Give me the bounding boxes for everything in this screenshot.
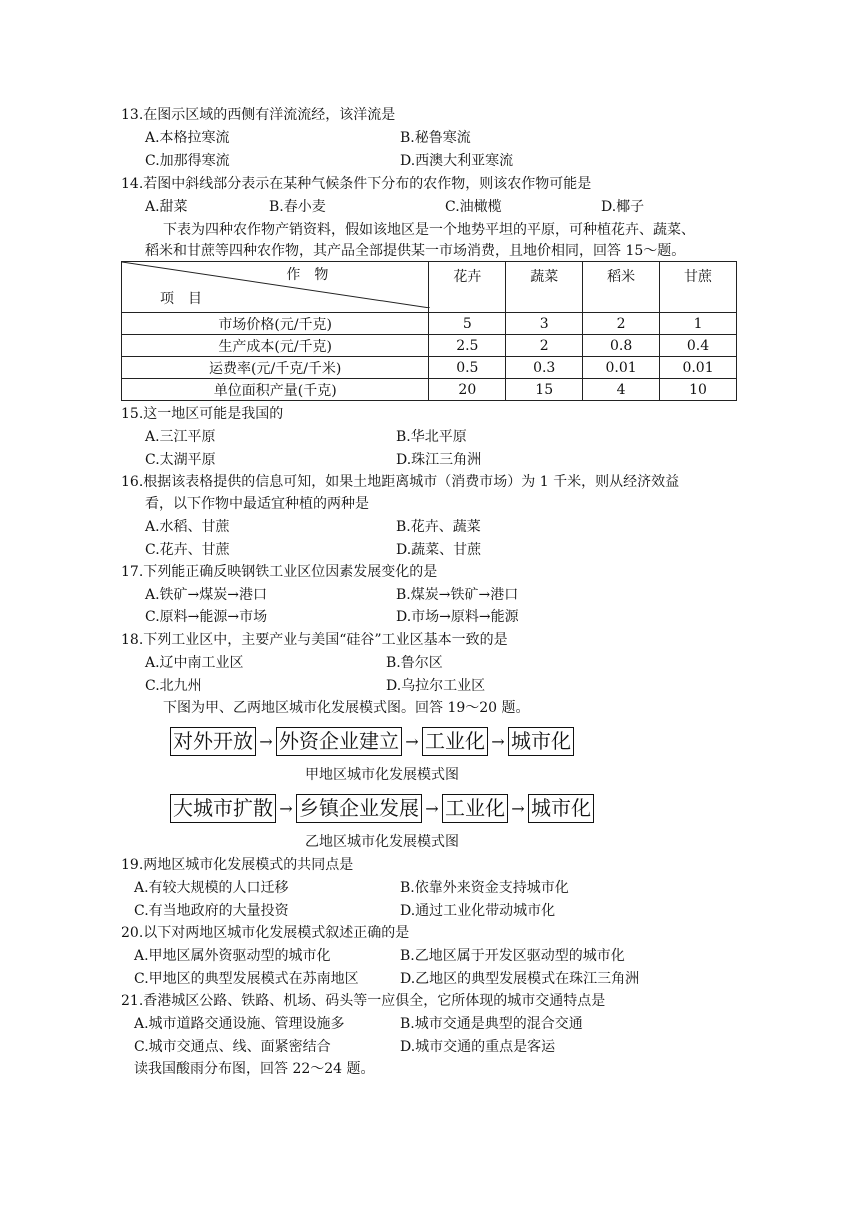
- intro-15-line-2: 稻米和甘蔗等四种农作物，其产品全部提供某一市场消费，且地价相同，回答 15～题。: [145, 243, 686, 259]
- table-cell: 20: [429, 379, 506, 401]
- table-corner-header: [122, 262, 429, 313]
- table-cell: 1: [660, 313, 737, 335]
- q15-option-b: B.华北平原: [396, 429, 467, 445]
- arrow-right-icon: →: [405, 732, 419, 751]
- row-label: 市场价格(元/千克): [122, 313, 429, 335]
- header-crop-label: 作 物: [286, 267, 329, 283]
- q18-option-d: D.乌拉尔工业区: [386, 678, 486, 694]
- q15-option-d: D.珠江三角洲: [396, 452, 482, 468]
- arrow-right-icon: →: [511, 799, 525, 818]
- q17-option-d: D.市场→原料→能源: [396, 609, 519, 625]
- q18-option-c: C.北九州: [145, 678, 202, 694]
- q16-option-a: A.水稻、甘蔗: [145, 519, 230, 535]
- flow-diagram-a: [170, 727, 574, 756]
- q17-option-a: A.铁矿→煤炭→港口: [145, 587, 268, 603]
- question-20-stem: 20.以下对两地区城市化发展模式叙述正确的是: [121, 925, 410, 941]
- question-16-stem-line-1: 16.根据该表格提供的信息可知，如果土地距离城市（消费市场）为 1 千米，则从经济效益: [121, 474, 680, 490]
- intro-15-line-1: 下表为四种农作物产销资料，假如该地区是一个地势平坦的平原，可种植花卉、蔬菜、: [163, 222, 695, 238]
- q20-option-a: A.甲地区属外资驱动型的城市化: [134, 948, 331, 964]
- header-item-label: 项 目: [160, 291, 202, 307]
- table-row: [122, 313, 737, 335]
- q14-option-a: A.甜菜: [145, 199, 188, 215]
- row-label: 运费率(元/千克/千米): [122, 357, 429, 379]
- column-header: 花卉: [429, 262, 506, 313]
- q19-option-a: A.有较大规模的人口迁移: [134, 880, 289, 896]
- crop-production-table: [121, 261, 737, 401]
- flow-b-step: 大城市扩散: [170, 794, 276, 823]
- column-header: 稻米: [583, 262, 660, 313]
- q17-option-c: C.原料→能源→市场: [145, 609, 268, 625]
- q19-option-c: C.有当地政府的大量投资: [134, 903, 289, 919]
- table-cell: 0.4: [660, 335, 737, 357]
- flow-b-caption: 乙地区城市化发展模式图: [305, 834, 459, 850]
- table-cell: 0.8: [583, 335, 660, 357]
- q13-option-a: A.本格拉寒流: [145, 130, 230, 146]
- question-17-stem: 17.下列能正确反映钢铁工业区位因素发展变化的是: [121, 564, 438, 580]
- table-cell: 0.01: [583, 357, 660, 379]
- table-cell: 2.5: [429, 335, 506, 357]
- table-cell: 4: [583, 379, 660, 401]
- flow-a-step: 城市化: [508, 727, 574, 756]
- column-header: 甘蔗: [660, 262, 737, 313]
- row-label: 生产成本(元/千克): [122, 335, 429, 357]
- flow-a-step: 工业化: [422, 727, 488, 756]
- flow-b-step: 乡镇企业发展: [296, 794, 422, 823]
- table-row: [122, 379, 737, 401]
- flow-a-caption: 甲地区城市化发展模式图: [305, 767, 459, 783]
- q18-option-a: A.辽中南工业区: [145, 655, 244, 671]
- q19-option-b: B.依靠外来资金支持城市化: [400, 880, 569, 896]
- arrow-right-icon: →: [491, 732, 505, 751]
- q13-option-d: D.西澳大利亚寒流: [400, 153, 514, 169]
- table-cell: 0.5: [429, 357, 506, 379]
- question-14-stem: 14.若图中斜线部分表示在某种气候条件下分布的农作物，则该农作物可能是: [121, 176, 592, 192]
- table-cell: 2: [506, 335, 583, 357]
- flow-a-step: 对外开放: [170, 727, 256, 756]
- table-cell: 3: [506, 313, 583, 335]
- intro-19: 下图为甲、乙两地区城市化发展模式图。回答 19～20 题。: [163, 700, 530, 716]
- table-cell: 0.3: [506, 357, 583, 379]
- table-header-row: [122, 262, 737, 313]
- flow-diagram-b: [170, 794, 594, 823]
- flow-b-step: 工业化: [442, 794, 508, 823]
- q16-option-b: B.花卉、蔬菜: [396, 519, 481, 535]
- q21-option-b: B.城市交通是典型的混合交通: [400, 1016, 583, 1032]
- arrow-right-icon: →: [279, 799, 293, 818]
- question-19-stem: 19.两地区城市化发展模式的共同点是: [121, 857, 354, 873]
- table-cell: 5: [429, 313, 506, 335]
- q15-option-a: A.三江平原: [145, 429, 216, 445]
- intro-22: 读我国酸雨分布图，回答 22～24 题。: [134, 1061, 375, 1077]
- table-cell: 2: [583, 313, 660, 335]
- q21-option-d: D.城市交通的重点是客运: [400, 1039, 556, 1055]
- table-cell: 10: [660, 379, 737, 401]
- q13-option-b: B.秘鲁寒流: [400, 130, 471, 146]
- q14-option-d: D.椰子: [601, 199, 645, 215]
- table-row: [122, 357, 737, 379]
- question-16-stem-line-2: 看，以下作物中最适宜种植的两种是: [145, 496, 369, 512]
- q19-option-d: D.通过工业化带动城市化: [400, 903, 556, 919]
- q18-option-b: B.鲁尔区: [386, 655, 443, 671]
- q16-option-d: D.蔬菜、甘蔗: [396, 542, 482, 558]
- table-cell: 15: [506, 379, 583, 401]
- question-15-stem: 15.这一地区可能是我国的: [121, 406, 284, 422]
- q14-option-b: B.春小麦: [269, 199, 326, 215]
- row-label: 单位面积产量(千克): [122, 379, 429, 401]
- table-row: [122, 335, 737, 357]
- arrow-right-icon: →: [425, 799, 439, 818]
- q20-option-d: D.乙地区的典型发展模式在珠江三角洲: [400, 971, 640, 987]
- q20-option-c: C.甲地区的典型发展模式在苏南地区: [134, 971, 359, 987]
- arrow-right-icon: →: [259, 732, 273, 751]
- q14-option-c: C.油橄榄: [445, 199, 502, 215]
- q16-option-c: C.花卉、甘蔗: [145, 542, 230, 558]
- column-header: 蔬菜: [506, 262, 583, 313]
- q20-option-b: B.乙地区属于开发区驱动型的城市化: [400, 948, 625, 964]
- q21-option-a: A.城市道路交通设施、管理设施多: [134, 1016, 345, 1032]
- q21-option-c: C.城市交通点、线、面紧密结合: [134, 1039, 331, 1055]
- table-cell: 0.01: [660, 357, 737, 379]
- q13-option-c: C.加那得寒流: [145, 153, 230, 169]
- q17-option-b: B.煤炭→铁矿→港口: [396, 587, 519, 603]
- question-18-stem: 18.下列工业区中，主要产业与美国“硅谷”工业区基本一致的是: [121, 632, 508, 648]
- question-13-stem: 13.在图示区域的西侧有洋流流经，该洋流是: [121, 107, 396, 123]
- flow-b-step: 城市化: [528, 794, 594, 823]
- flow-a-step: 外资企业建立: [276, 727, 402, 756]
- q15-option-c: C.太湖平原: [145, 452, 216, 468]
- question-21-stem: 21.香港城区公路、铁路、机场、码头等一应俱全，它所体现的城市交通特点是: [121, 993, 606, 1009]
